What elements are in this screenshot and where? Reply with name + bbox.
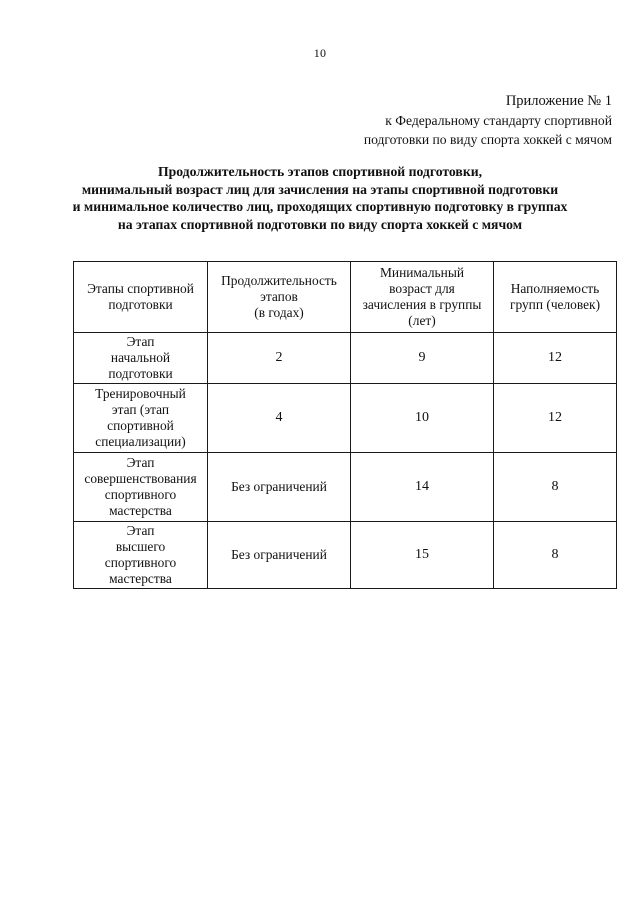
- group-size-cell: 12: [494, 333, 617, 384]
- duration-cell: 2: [208, 333, 351, 384]
- document-title: [0, 163, 640, 233]
- table-row: [74, 453, 617, 522]
- table-row: [74, 333, 617, 384]
- appendix-reference-line: подготовки по виду спорта хоккей с мячом: [363, 132, 612, 147]
- min-age-cell: 9: [351, 333, 494, 384]
- title-line: и минимальное количество лиц, проходящих спортивную подготовку в группах: [72, 199, 568, 214]
- header-duration: Продолжительность этапов (в годах): [208, 262, 351, 333]
- header-stage: Этапы спортивной подготовки: [74, 262, 208, 333]
- min-age-cell: 10: [351, 384, 494, 453]
- title-line: Продолжительность этапов спортивной подготовки,: [157, 164, 483, 179]
- duration-cell: Без ограничений: [208, 453, 351, 522]
- stage-cell: Этап совершенствования спортивного мастерства: [74, 453, 208, 522]
- group-size-cell: 8: [494, 522, 617, 589]
- stages-table: [73, 261, 617, 589]
- group-size-cell: 12: [494, 384, 617, 453]
- header-group-size: Наполняемость групп (человек): [494, 262, 617, 333]
- appendix-number: Приложение № 1: [505, 93, 612, 109]
- table-row: [74, 522, 617, 589]
- page-number: 10: [313, 46, 327, 60]
- table-row: [74, 384, 617, 453]
- appendix-reference-line: к Федеральному стандарту спортивной: [385, 113, 612, 128]
- stage-cell: Этап высшего спортивного мастерства: [74, 522, 208, 589]
- stage-cell: Тренировочный этап (этап спортивной специализации): [74, 384, 208, 453]
- group-size-cell: 8: [494, 453, 617, 522]
- table-header-row: [74, 262, 617, 333]
- title-line: на этапах спортивной подготовки по виду спорта хоккей с мячом: [117, 216, 523, 232]
- min-age-cell: 14: [351, 453, 494, 522]
- appendix-header: [282, 92, 612, 149]
- min-age-cell: 15: [351, 522, 494, 589]
- title-line: минимальный возраст лиц для зачисления на этапы спортивной подготовки: [81, 181, 559, 197]
- duration-cell: Без ограничений: [208, 522, 351, 589]
- header-min-age: Минимальный возраст для зачисления в группы (лет): [351, 262, 494, 333]
- duration-cell: 4: [208, 384, 351, 453]
- stage-cell: Этап начальной подготовки: [74, 333, 208, 384]
